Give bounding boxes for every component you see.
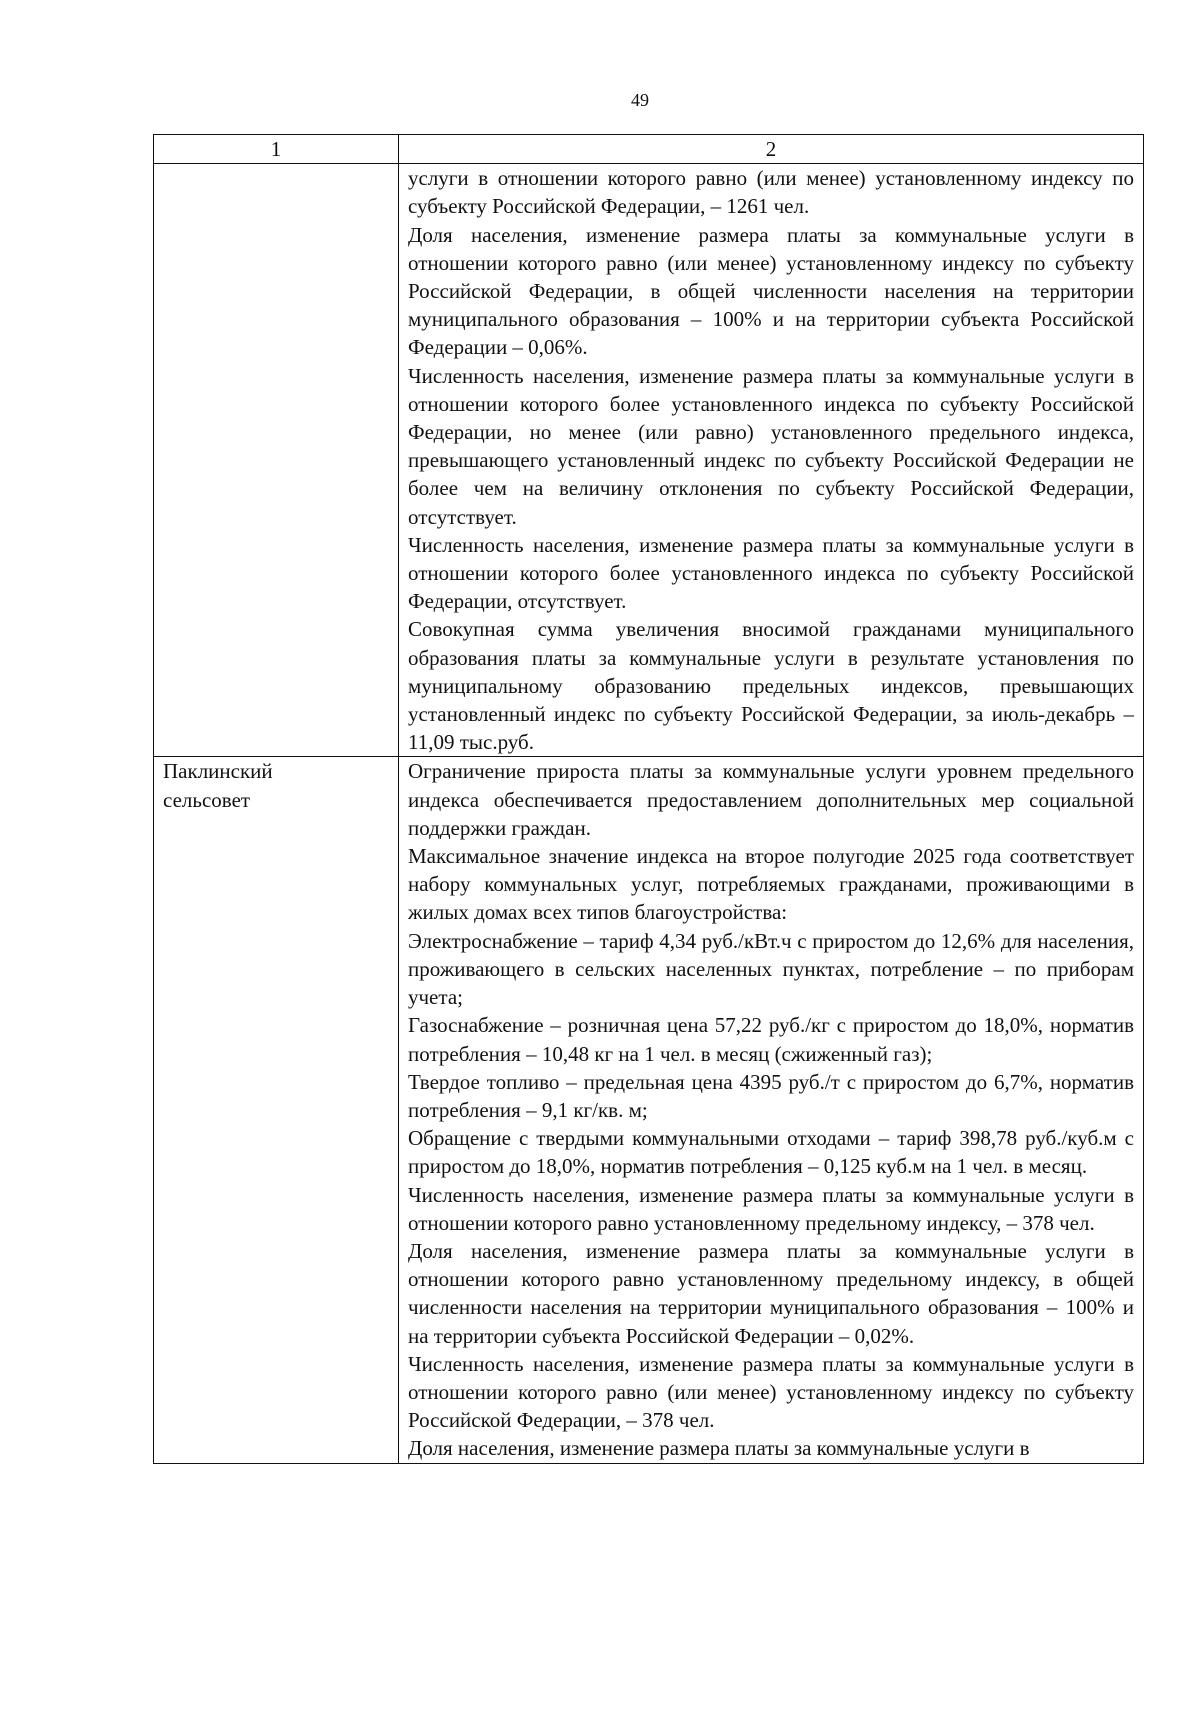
data-table (153, 134, 1144, 1464)
description-cell (399, 164, 1144, 757)
description-paragraph: Доля населения, изменение размера платы за коммунальные услуги в (408, 1436, 1030, 1461)
description-paragraph: Ограничение прироста платы за коммунальные услуги уровнем предельного индекса обеспечивается предоставлением дополнительных мер социальной поддержки граждан. (408, 759, 1134, 840)
description-paragraph: Обращение с твердыми коммунальными отходами – тариф 398,78 руб./куб.м с приростом до 18,0%, норматив потребления – 0,125 куб.м на 1 чел. в месяц. (408, 1126, 1134, 1179)
description-paragraph: Численность населения, изменение размера платы за коммунальные услуги в отношении которого равно установленному предельному индексу, – 378 чел. (408, 1182, 1134, 1235)
description-paragraph: Численность населения, изменение размера платы за коммунальные услуги в отношении которого равно (или менее) установленному индексу по субъекту Российской Федерации, – 378 чел. (408, 1351, 1134, 1433)
table-header-row (154, 135, 1144, 164)
table-row (154, 164, 1144, 757)
description-paragraph: Газоснабжение – розничная цена 57,22 руб./кг с приростом до 18,0%, норматив потребления – 10,48 кг на 1 чел. в месяц (сжиженный газ); (408, 1013, 1134, 1066)
description-paragraph: Доля населения, изменение размера платы за коммунальные услуги в отношении которого равно (или менее) установленному индексу по субъекту Российской Федерации, в общей численности населения на территории муниципального образования – 100% и на территории субъекта Российской Федерации – 0,06%. (408, 222, 1134, 360)
description-paragraph: Максимальное значение индекса на второе полугодие 2025 года соответствует набору коммунальных услуг, потребляемых гражданами, проживающими в жилых домах всех типов благоустройства: (408, 844, 1134, 925)
municipality-name-cell (154, 757, 399, 1463)
municipality-name-line: Паклинский (163, 759, 273, 784)
municipality-name-line: сельсовет (163, 787, 251, 812)
description-paragraph: Доля населения, изменение размера платы за коммунальные услуги в отношении которого равно установленному предельному индексу, в общей численности населения на территории муниципального образования – 100% и на территории субъекта Российской Федерации – 0,02%. (408, 1238, 1134, 1348)
description-cell (399, 757, 1144, 1463)
description-paragraph: услуги в отношении которого равно (или менее) установленному индексу по субъекту Российской Федерации, – 1261 чел. (408, 166, 1134, 219)
column-header-2: 2 (399, 135, 1144, 164)
description-paragraph: Численность населения, изменение размера платы за коммунальные услуги в отношении которого более установленного индекса по субъекту Российской Федерации, но менее (или равно) установленного предельного индекса, превышающего установленный индекс по субъекту Российской Федерации не более чем на величину отклонения по субъекту Российской Федерации, отсутствует. (408, 363, 1134, 529)
table-row (154, 757, 1144, 1463)
description-paragraph: Твердое топливо – предельная цена 4395 руб./т с приростом до 6,7%, норматив потребления – 9,1 кг/кв. м; (408, 1069, 1134, 1122)
column-header-1: 1 (154, 135, 399, 164)
municipality-name-cell (154, 164, 399, 757)
description-paragraph: Совокупная сумма увеличения вносимой гражданами муниципального образования платы за коммунальные услуги в результате установления по муниципальному образованию предельных индексов, превышающих установленный индекс по субъекту Российской Федерации, за июль-декабрь – 11,09 тыс.руб. (408, 617, 1134, 755)
page-number: 49 (631, 90, 649, 110)
description-paragraph: Численность населения, изменение размера платы за коммунальные услуги в отношении которого более установленного индекса по субъекту Российской Федерации, отсутствует. (408, 532, 1134, 614)
description-paragraph: Электроснабжение – тариф 4,34 руб./кВт.ч с приростом до 12,6% для населения, проживающего в сельских населенных пунктах, потребление – по приборам учета; (408, 928, 1134, 1010)
